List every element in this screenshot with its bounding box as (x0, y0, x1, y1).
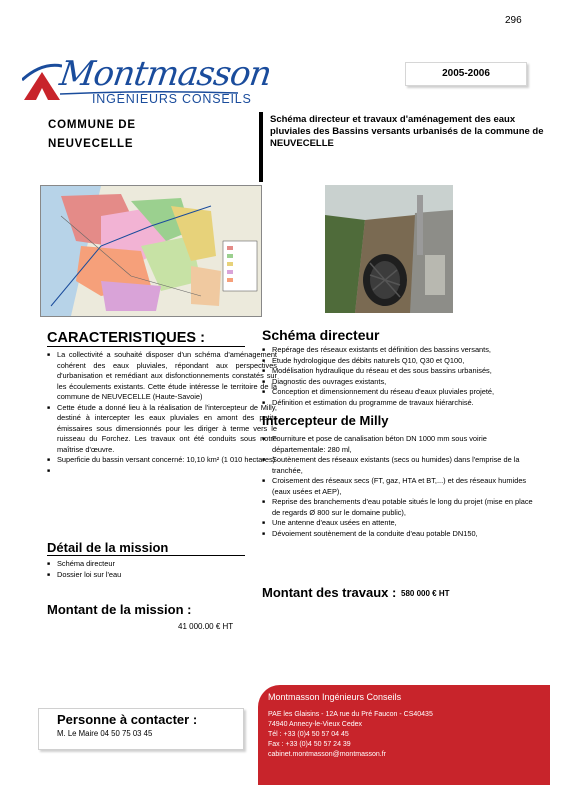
project-title: Schéma directeur et travaux d'aménagement des eaux pluviales des Bassins versants urbanisés de la commune de NEUVECELLE (270, 114, 544, 149)
list-item: ■ Une antenne d'eaux usées en attente, (262, 518, 537, 529)
schema-directeur-heading: Schéma directeur (262, 327, 380, 343)
list-item: ■ Modélisation hydraulique du réseau et des sous bassins urbanisés, (262, 366, 537, 377)
works-amount-value: 580 000 € HT (401, 589, 450, 598)
works-amount-label: Montant des travaux : (262, 585, 397, 600)
mission-detail-heading: Détail de la mission (47, 540, 245, 556)
mission-detail-list (47, 559, 237, 580)
address-line-2: 74940 Annecy-le-Vieux Cedex (268, 721, 363, 728)
company-address (268, 710, 433, 760)
commune-line-1: COMMUNE DE (48, 119, 136, 131)
list-item: ■ La collectivité a souhaité disposer d'un schéma d'aménagement cohérent des eaux pluviales, répondant aux perspectives d'urbanisation et remédiant aux disfonctionnements constatés sur les écoulements existants. Cette étude intéresse le territoire de la commune de NEUVECELLE (Haute-Savoie) (47, 350, 277, 403)
email-address: cabinet.montmasson@montmasson.fr (268, 751, 386, 758)
title-divider (259, 112, 263, 182)
logo-mark-icon (22, 60, 62, 102)
list-item: ■ Superficie du bassin versant concerné: 10,10 km² (1 010 hectares) (47, 455, 277, 466)
list-item: ■ Dévoiement soutènement de la conduite d'eau potable DN150, (262, 529, 537, 540)
commune-name (48, 116, 136, 154)
list-item: ■ Schéma directeur (47, 559, 237, 570)
list-item: ■ Etude hydrologique des débits naturels Q10, Q30 et Q100, (262, 356, 537, 367)
list-item: ■ Définition et estimation du programme de travaux hiérarchisé. (262, 398, 537, 409)
mission-amount-value: 41 000.00 € HT (178, 622, 234, 631)
mission-amount-label: Montant de la mission : (47, 602, 192, 617)
list-item: ■ Conception et dimensionnement du réseau d'eaux pluviales projeté, (262, 387, 537, 398)
page-number: 296 (505, 15, 522, 26)
intercepteur-heading: Intercepteur de Milly (262, 413, 389, 428)
company-name: Montmasson Ingénieurs Conseils (268, 692, 402, 702)
company-logo: Montmasson (57, 54, 274, 94)
list-item: ■ Cette étude a donné lieu à la réalisation de l'intercepteur de Milly, destiné à intercepter les eaux pluviales en amont des petits émissaires sous dimensionnés pour les diriger à terme vers le ruisseau du Forchez. Les travaux ont été conduits sous notre maîtrise d'œuvre. (47, 403, 277, 456)
list-item: ■ Reprise des branchements d'eau potable situés le long du projet (mise en place de regards Ø 800 sur le domaine public), (262, 497, 537, 518)
fax-number: Fax : +33 (0)4 50 57 24 39 (268, 741, 351, 748)
intercepteur-list (262, 434, 537, 539)
list-item: ■ Soutènement des réseaux existants (secs ou humides) dans l'emprise de la tranchée, (262, 455, 537, 476)
schema-directeur-list (262, 345, 537, 408)
contact-value: M. Le Maire 04 50 75 03 45 (57, 729, 153, 738)
contact-heading: Personne à contacter : (57, 712, 198, 727)
company-logo-subtext: INGÉNIEURS CONSEILS (92, 92, 252, 106)
list-item: ■ Croisement des réseaux secs (FT, gaz, HTA et BT,...) et des réseaux humides (eaux usées et AEP), (262, 476, 537, 497)
address-line-1: PAE les Glaisins - 12A rue du Pré Faucon - CS40435 (268, 711, 433, 718)
watershed-map-image (40, 185, 262, 317)
list-item: ■ Dossier loi sur l'eau (47, 570, 237, 581)
list-item (47, 466, 277, 477)
list-item: ■ Repérage des réseaux existants et définition des bassins versants, (262, 345, 537, 356)
characteristics-heading: CARACTERISTIQUES : (47, 330, 245, 347)
pipe-installation-photo (325, 185, 453, 313)
year-badge: 2005-2006 (405, 62, 527, 86)
commune-line-2: NEUVECELLE (48, 138, 134, 150)
characteristics-list (47, 350, 277, 476)
phone-number: Tél : +33 (0)4 50 57 04 45 (268, 731, 349, 738)
list-item: ■ Diagnostic des ouvrages existants, (262, 377, 537, 388)
list-item: ■ Fourniture et pose de canalisation béton DN 1000 mm sous voirie départementale: 280 ml, (262, 434, 537, 455)
